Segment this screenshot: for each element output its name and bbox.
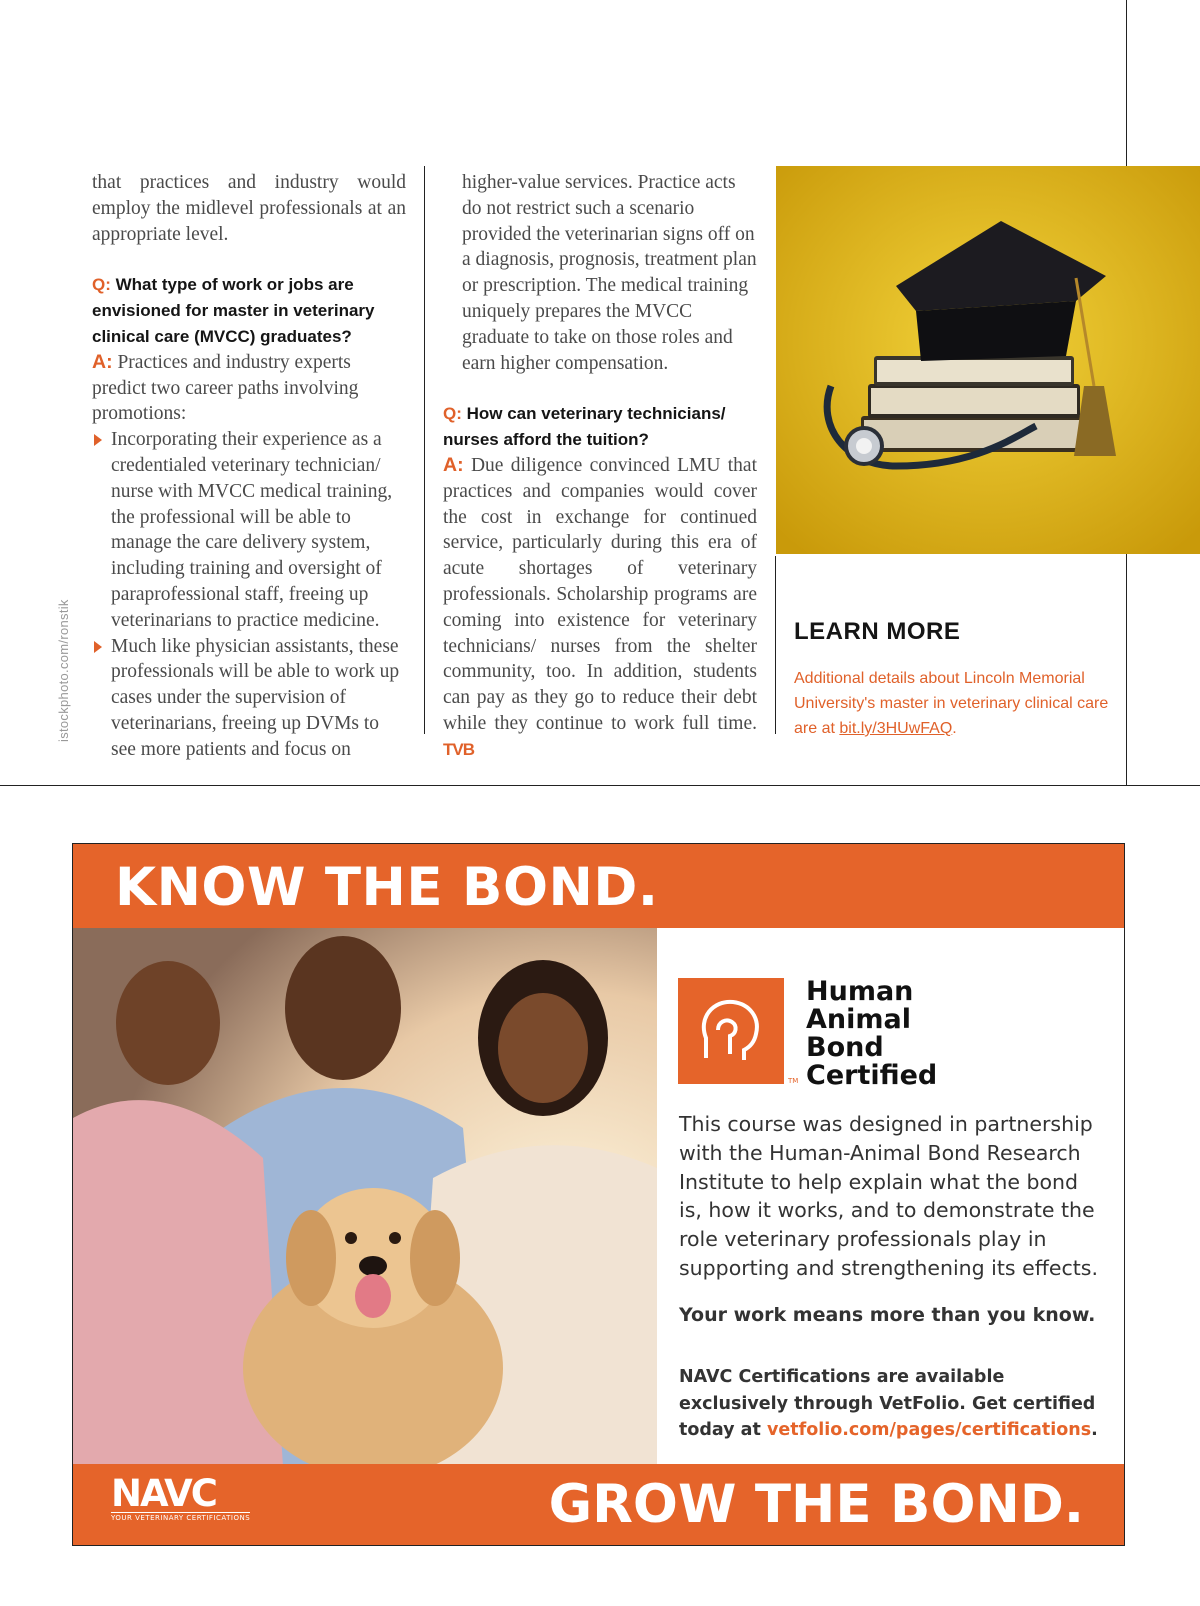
- article-column-2: [443, 170, 757, 763]
- ad-body-text: This course was designed in partnership with the Human-Animal Bond Research Institute to help explain what the bond is, how it works, and to demonstrate the role veterinary professionals play in supporting and strengthening its effects.: [679, 1112, 1098, 1280]
- question-1: [92, 272, 406, 349]
- ad-tagline: Your work means more than you know.: [679, 1304, 1096, 1326]
- navc-subtitle: YOUR VETERINARY CERTIFICATIONS: [111, 1514, 251, 1522]
- col2-intro: higher-value services. Practice acts do not restrict such a scenario provided the veterinarian signs off on a diagnosis, prognosis, treatment plan or prescription. The medical training uniquely prepares the MVCC graduate to take on those roles and earn higher compensation.: [462, 172, 757, 374]
- col1-intro: that practices and industry would employ the midlevel professionals at an appropriate level.: [92, 172, 406, 245]
- family-with-dog-photo: [73, 928, 657, 1466]
- section-divider: [0, 785, 1200, 786]
- list-item: Incorporating their experience as a credentialed veterinary technician/ nurse with MVCC medical training, the professional will be able to manage the care delivery system, including training and oversight of paraprofessional staff, freeing up veterinarians to practice medicine.: [92, 427, 406, 633]
- a1-label: A:: [92, 350, 113, 373]
- q2-text: How can veterinary technicians/ nurses afford the tuition?: [443, 404, 726, 450]
- question-2: [443, 401, 757, 453]
- logo-name: Human Animal Bond Certified: [806, 976, 938, 1091]
- a2-text: Due diligence convinced LMU that practices and companies would cover the cost in exchange for continued service, particularly during this era of acute shortages of veterinary professionals. Scholarship programs are coming into existence for veterinary technicians/ nurses from the shelter community, too. In addition, students can pay as they go to reduce their debt while they continue to work full time.: [443, 454, 757, 734]
- navc-advertisement: [72, 843, 1125, 1546]
- ad-headline-bottom: GROW THE BOND.: [548, 1474, 1084, 1535]
- q2-label: Q:: [443, 404, 462, 424]
- q1-text: What type of work or jobs are envisioned for master in veterinary clinical care (MVCC) graduates?: [92, 275, 375, 346]
- a1-text: Practices and industry experts predict two career paths involving promotions:: [92, 351, 359, 425]
- trademark-mark: TM: [788, 1077, 799, 1085]
- bond-heads-icon: [678, 978, 784, 1084]
- ad-cta-text: NAVC Certifications are available exclusively through VetFolio. Get certified today at vetfolio.com/pages/certifications.: [679, 1367, 1098, 1440]
- answer-1: [92, 350, 406, 427]
- ad-headline-top: KNOW THE BOND.: [115, 857, 659, 918]
- triangle-bullet-icon: [94, 434, 102, 446]
- career-paths-list: [92, 427, 406, 762]
- vetfolio-link[interactable]: vetfolio.com/pages/certifications: [766, 1420, 1092, 1440]
- column-rule-2: [775, 556, 776, 734]
- triangle-bullet-icon: [94, 641, 102, 653]
- q1-label: Q:: [92, 275, 111, 295]
- a2-label: A:: [443, 453, 464, 476]
- ad-bottom-banner: [73, 1464, 1124, 1545]
- human-animal-bond-logo: [678, 978, 784, 1084]
- learn-more-text: Additional details about Lincoln Memorial University's master in veterinary clinical care are at bit.ly/3HUwFAQ.: [794, 670, 1109, 737]
- ad-top-banner: [73, 844, 1124, 928]
- article-column-1: [92, 170, 406, 763]
- navc-wordmark: NAVC: [111, 1472, 216, 1515]
- learn-more-heading: LEARN MORE: [794, 618, 961, 645]
- list-item: Much like physician assistants, these professionals will be able to work up cases under the supervision of veterinarians, freeing up DVMs to see more patients and focus on: [92, 634, 406, 763]
- graduation-cap-image: [776, 166, 1200, 554]
- navc-logo: [111, 1472, 251, 1522]
- answer-2: [443, 453, 757, 763]
- photo-credit: istockphoto.com/ronstik: [56, 599, 71, 742]
- tvb-end-mark: TVB: [443, 739, 474, 759]
- learn-more-link[interactable]: bit.ly/3HUwFAQ: [839, 720, 953, 737]
- column-rule-1: [424, 166, 425, 734]
